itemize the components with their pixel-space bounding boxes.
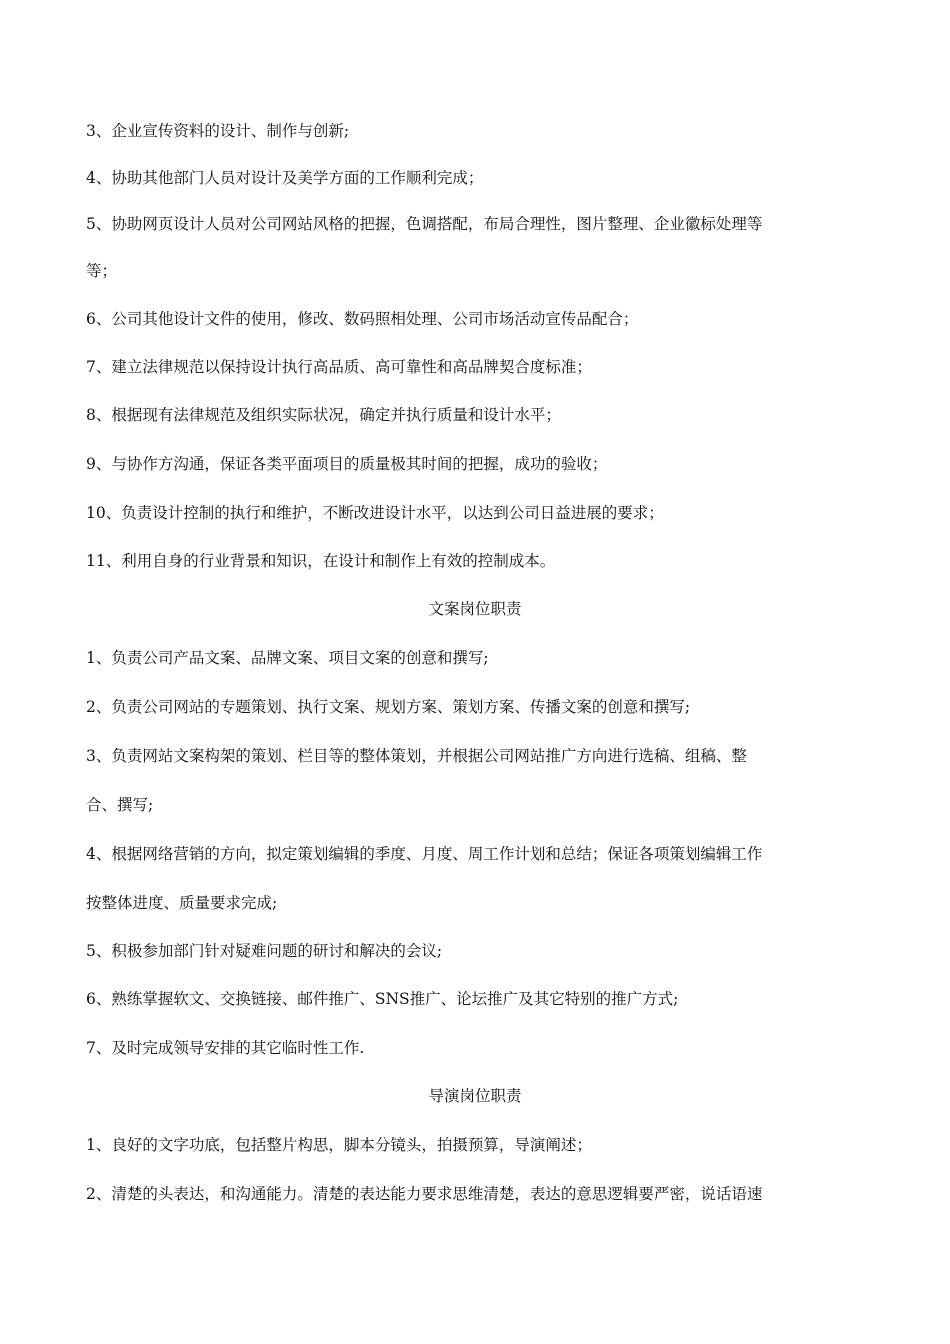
- designer-duty-5-cont: 等；: [86, 262, 118, 280]
- copywriter-duty-1: 1、负责公司产品文案、品牌文案、项目文案的创意和撰写;: [86, 649, 489, 667]
- copywriter-section-title: 文案岗位职责: [428, 600, 522, 618]
- copywriter-duty-3: 3、负责网站文案构架的策划、栏目等的整体策划，并根据公司网站推广方向进行选稿、组稿、整: [86, 747, 747, 765]
- designer-duty-5: 5、协助网页设计人员对公司网站风格的把握，色调搭配，布局合理性，图片整理、企业徽标处理等: [86, 215, 763, 233]
- copywriter-duty-4: 4、根据网络营销的方向，拟定策划编辑的季度、月度、周工作计划和总结；保证各项策划编辑工作: [86, 845, 763, 863]
- copywriter-duty-5: 5、积极参加部门针对疑难问题的研讨和解决的会议;: [86, 942, 443, 960]
- copywriter-duty-4-cont: 按整体进度、质量要求完成;: [86, 894, 278, 912]
- designer-duty-7: 7、建立法律规范以保持设计执行高品质、高可靠性和高品牌契合度标准；: [86, 358, 592, 376]
- designer-duty-11: 11、利用自身的行业背景和知识，在设计和制作上有效的控制成本。: [86, 552, 556, 570]
- copywriter-duty-6: 6、熟练掌握软文、交换链接、邮件推广、SNS推广、论坛推广及其它特别的推广方式;: [86, 990, 679, 1008]
- director-section-title: 导演岗位职责: [428, 1087, 522, 1105]
- designer-duty-10: 10、负责设计控制的执行和维护，不断改进设计水平，以达到公司日益进展的要求；: [86, 504, 664, 522]
- designer-duty-4: 4、协助其他部门人员对设计及美学方面的工作顺利完成；: [86, 169, 484, 187]
- copywriter-duty-3-cont: 合、撰写;: [86, 796, 154, 814]
- designer-duty-8: 8、根据现有法律规范及组织实际状况，确定并执行质量和设计水平；: [86, 406, 561, 424]
- director-duty-2: 2、清楚的头表达，和沟通能力。清楚的表达能力要求思维清楚，表达的意思逻辑要严密，说话语速: [86, 1185, 763, 1203]
- copywriter-duty-7: 7、及时完成领导安排的其它临时性工作.: [86, 1039, 365, 1057]
- designer-duty-6: 6、公司其他设计文件的使用，修改、数码照相处理、公司市场活动宣传品配合；: [86, 310, 639, 328]
- designer-duty-9: 9、与协作方沟通，保证各类平面项目的质量极其时间的把握，成功的验收；: [86, 455, 608, 473]
- designer-duty-3: 3、企业宣传资料的设计、制作与创新;: [86, 122, 350, 140]
- director-duty-1: 1、良好的文字功底，包括整片构思，脚本分镜头，拍摄预算，导演阐述；: [86, 1136, 592, 1154]
- copywriter-duty-2: 2、负责公司网站的专题策划、执行文案、规划方案、策划方案、传播文案的创意和撰写;: [86, 698, 691, 716]
